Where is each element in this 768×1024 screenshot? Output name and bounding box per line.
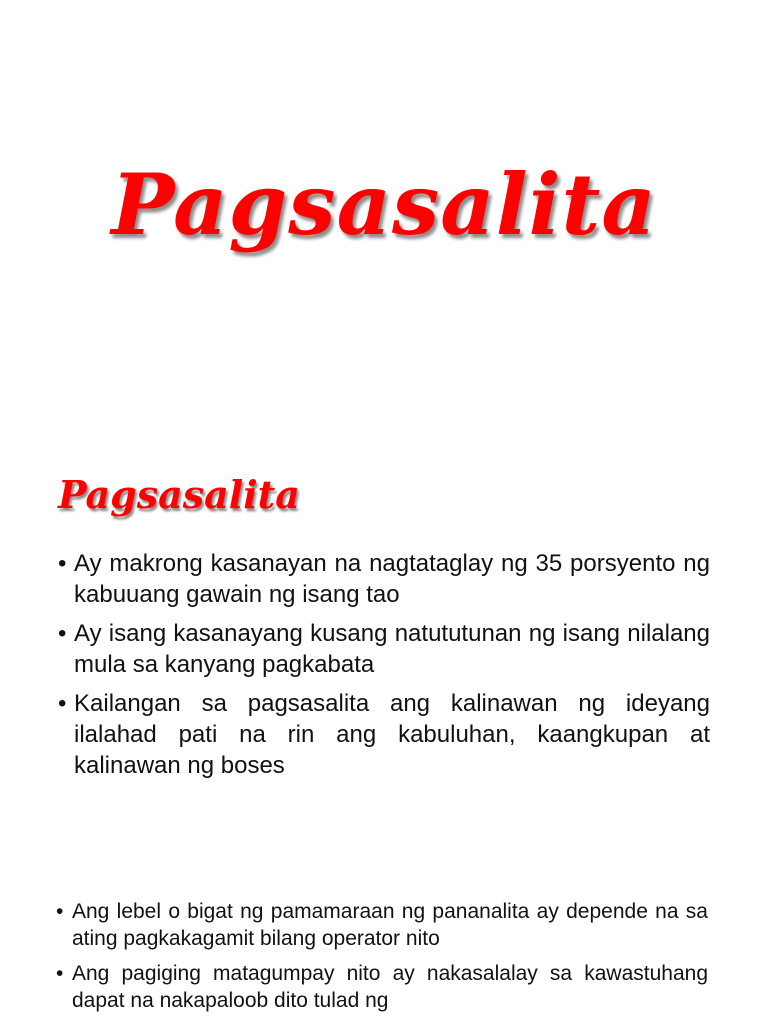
bullet-list — [56, 898, 708, 1022]
list-item-text: Ay isang kasanayang kusang natututunan ng isang nilalang mula sa kanyang pagkabata — [74, 620, 710, 678]
slide-heading: Pagsasalita — [58, 472, 300, 517]
definition-slide — [0, 430, 768, 860]
list-item-text: Ang pagiging matagumpay nito ay nakasalalay sa kawastuhang dapat na nakapaloob dito tulad ng — [72, 962, 708, 1012]
bullet-list — [58, 548, 710, 789]
list-item — [56, 898, 708, 952]
list-item — [56, 960, 708, 1014]
list-item — [58, 688, 710, 781]
details-slide — [0, 860, 768, 1024]
bullet-icon: • — [56, 900, 64, 923]
bullet-icon: • — [58, 620, 67, 647]
list-item — [58, 618, 710, 680]
bullet-icon: • — [58, 550, 67, 577]
list-item-text: Ay makrong kasanayan na nagtataglay ng 35 porsyento ng kabuuang gawain ng isang tao — [74, 550, 710, 608]
bullet-icon: • — [56, 962, 64, 985]
main-title: Pagsasalita — [111, 155, 657, 254]
list-item-text: Kailangan sa pagsasalita ang kalinawan ng ideyang ilalahad pati na rin ang kabuluhan, kaangkupan at kalinawan ng boses — [74, 690, 710, 779]
list-item-text: Ang lebel o bigat ng pamamaraan ng pananalita ay depende na sa ating pagkakagamit bilang operator nito — [72, 900, 708, 950]
title-slide — [0, 0, 768, 430]
bullet-icon: • — [58, 690, 67, 717]
list-item — [58, 548, 710, 610]
